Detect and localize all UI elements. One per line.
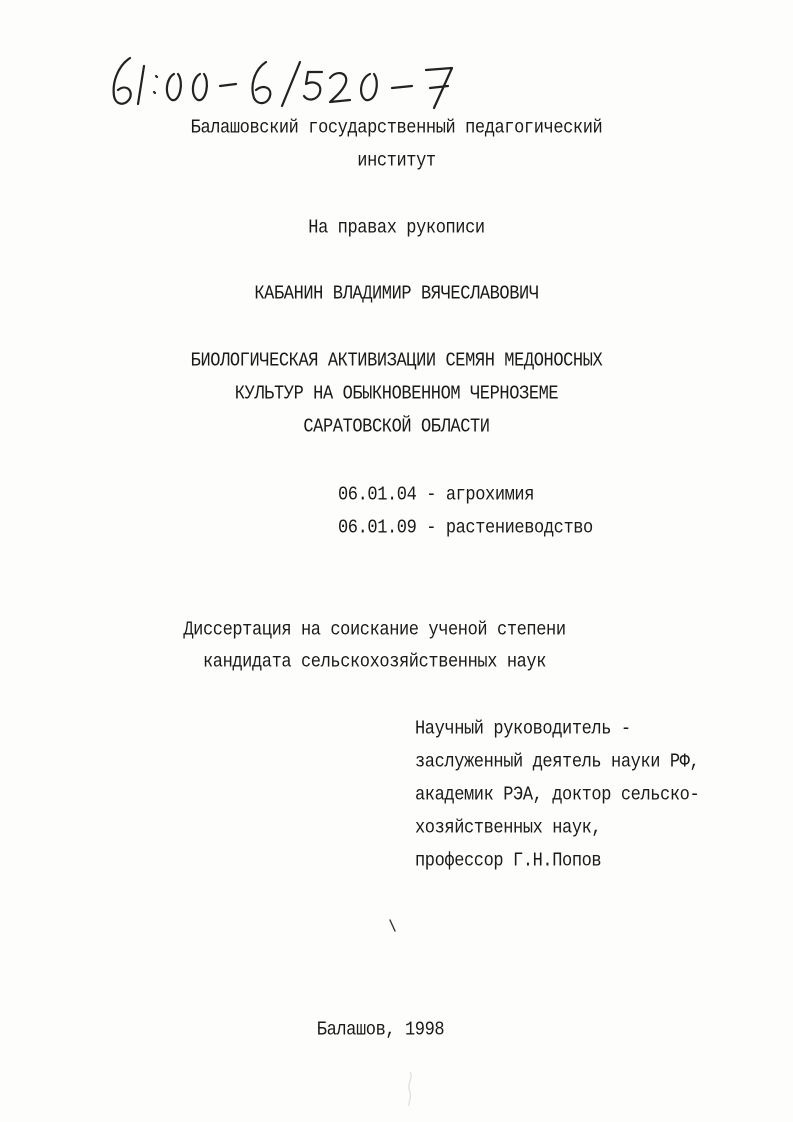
degree-line-2: кандидата сельскохозяйственных наук (202, 652, 547, 674)
institution-line-1: Балашовский государственный педагогический (190, 118, 603, 140)
supervisor-line-2: заслуженный деятель науки РФ, (415, 752, 700, 774)
scan-mark (388, 918, 398, 934)
degree-line-1: Диссертация на соискание ученой степени (183, 620, 566, 642)
institution-line-2: институт (357, 151, 436, 173)
scan-smudge (402, 1068, 418, 1108)
supervisor-line-5: профессор Г.Н.Попов (415, 851, 602, 873)
handwritten-archive-mark (108, 52, 538, 114)
title-line-3: САРАТОВСКОЙ ОБЛАСТИ (303, 417, 490, 439)
supervisor-line-4: хозяйственных наук, (415, 818, 602, 840)
title-line-1: БИОЛОГИЧЕСКАЯ АКТИВИЗАЦИИ СЕМЯН МЕДОНОСНЫХ (190, 351, 603, 373)
place-year: Балашов, 1998 (316, 1020, 445, 1042)
supervisor-line-3: академик РЭА, доктор сельско- (415, 785, 700, 807)
supervisor-line-1: Научный руководитель - (415, 719, 631, 741)
author-name: КАБАНИН ВЛАДИМИР ВЯЧЕСЛАВОВИЧ (254, 284, 539, 306)
manuscript-note: На правах рукописи (308, 218, 485, 240)
specialty-1: 06.01.04 - агрохимия (338, 485, 535, 507)
title-line-2: КУЛЬТУР НА ОБЫКНОВЕННОМ ЧЕРНОЗЕМЕ (234, 384, 559, 406)
specialty-2: 06.01.09 - растениеводство (338, 518, 593, 540)
